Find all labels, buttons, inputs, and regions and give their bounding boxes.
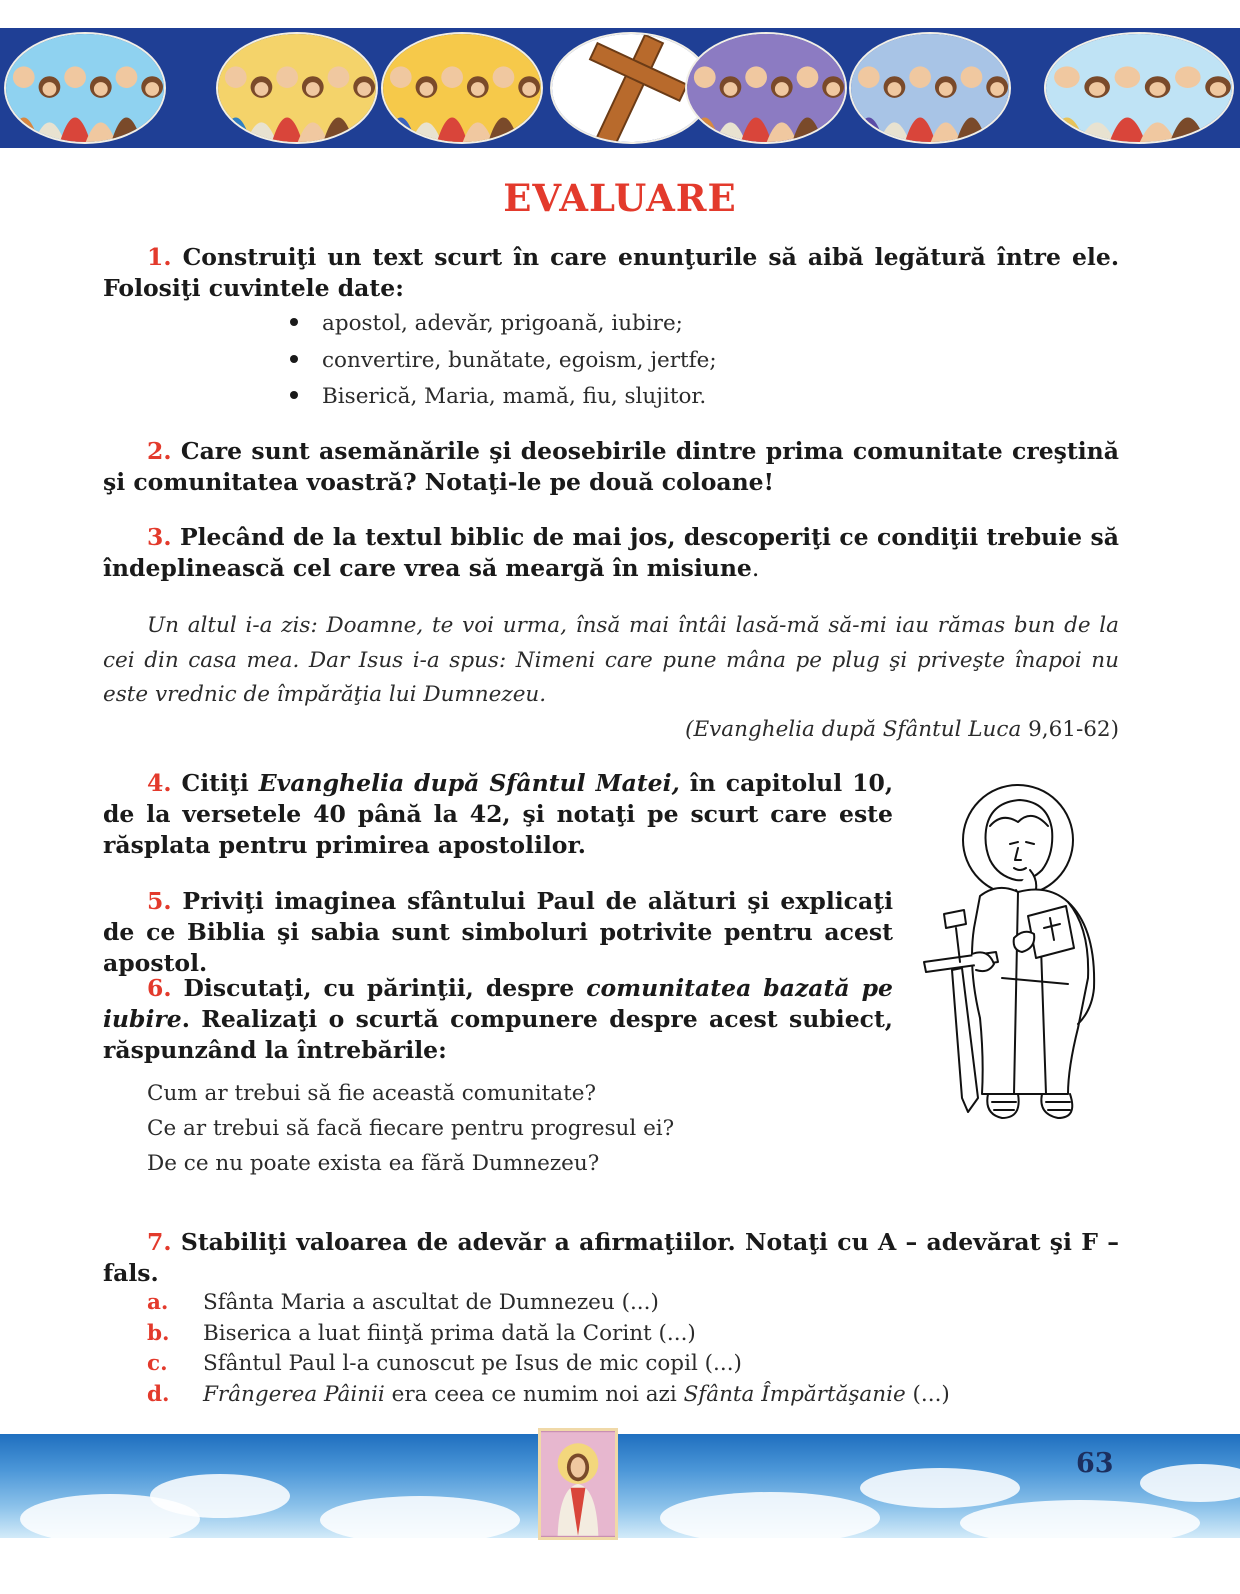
jesus-portrait-icon — [541, 1431, 615, 1537]
cloud-shape — [1140, 1464, 1240, 1502]
question-number: 4. — [147, 769, 172, 797]
page-title: EVALUARE — [503, 176, 737, 220]
question-text: Priviţi imaginea sfântului Paul de alături şi explicaţi de ce Biblia şi sabia sunt simboluri potrivite pentru acest apostol. — [103, 887, 893, 977]
question-number: 7. — [147, 1228, 172, 1256]
question-text: Construiţi un text scurt în care enunţurile să aibă legătură între ele. Folosiţi cuvintele date: — [103, 243, 1119, 302]
true-false-list — [147, 1288, 950, 1410]
question-5 — [103, 886, 893, 979]
question-text: Care sunt asemănările şi deosebirile dintre prima comunitate creştină şi comunitatea voastră? Notaţi-le pe două coloane! — [103, 437, 1119, 496]
list-item: Biserică, Maria, mamă, fiu, slujitor. — [290, 379, 717, 416]
bullet-icon — [290, 355, 298, 363]
question-number: 5. — [147, 887, 172, 915]
guiding-questions — [147, 1076, 674, 1181]
gospel-reference: Evanghelia după Sfântul Matei, — [258, 769, 680, 797]
jesus-walking-illustration — [1044, 32, 1234, 144]
quote-source: (Evanghelia după Sfântul Luca 9,61-62) — [685, 717, 1119, 742]
question-number: 1. — [147, 243, 172, 271]
question-3: 3. Plecând de la textul biblic de mai jos, descoperiţi ce condiţii trebuie să îndeplinească cel care vrea să meargă în misiune. — [103, 523, 1119, 582]
list-item: b. Biserica a luat fiinţă prima dată la Corint (...) — [147, 1320, 696, 1346]
cloud-shape — [960, 1500, 1200, 1538]
bible-quote: Un altul i-a zis: Doamne, te voi urma, însă mai întâi lasă-mă să-mi iau rămas bun de la cei din casa mea. Dar Isus i-a spus: Nimeni care pune mâna pe plug şi priveşte înapoi nu este vrednic de împărăţia lui Dumnezeu. — [103, 613, 1119, 707]
list-item: De ce nu poate exista ea fără Dumnezeu? — [147, 1151, 600, 1176]
footer-banner — [0, 1434, 1240, 1538]
question-1 — [103, 242, 1119, 304]
question-6: 6. Discutaţi, cu părinţii, despre comunitatea bazată pe iubire. Realizaţi o scurtă compunere despre acest subiect, răspunzând la întrebările: — [103, 974, 893, 1064]
cloud-shape — [860, 1468, 1020, 1508]
list-item: Cum ar trebui să fie această comunitate? — [147, 1081, 597, 1106]
saint-paul-illustration — [918, 778, 1118, 1128]
header-banner — [0, 28, 1240, 148]
cloud-shape — [320, 1496, 520, 1538]
question-4: 4. Citiţi Evanghelia după Sfântul Matei, în capitolul 10, de la versetele 40 până la 42, şi notaţi pe scurt care este răsplata pentru primirea apostolilor. — [103, 769, 893, 859]
jesus-preaching-illustration-icon — [218, 34, 376, 142]
page-number: 63 — [1076, 1448, 1114, 1479]
jesus-preaching-illustration — [216, 32, 378, 144]
bullet-icon — [290, 318, 298, 326]
question-text: Plecând de la textul biblic de mai jos, descoperiţi ce condiţii trebuie să îndeplinească cel care vrea să meargă în misiune — [103, 523, 1119, 582]
jesus-with-children-illustration-icon — [6, 34, 164, 142]
apostles-crowd-illustration — [849, 32, 1011, 144]
bullet-icon — [290, 391, 298, 399]
list-item: convertire, bunătate, egoism, jertfe; — [290, 343, 717, 380]
cloud-shape — [660, 1492, 880, 1538]
question-7 — [103, 1227, 1119, 1289]
list-item: a. Sfânta Maria a ascultat de Dumnezeu (...) — [147, 1290, 659, 1315]
list-item: d. Frângerea Pâinii era ceea ce numim noi azi Sfânta Împărtăşanie (...) — [147, 1381, 950, 1407]
question-number: 6. — [147, 974, 172, 1002]
apostles-crowd-illustration-icon — [851, 34, 1009, 142]
question-number: 3. — [147, 523, 172, 551]
question-number: 2. — [147, 437, 172, 465]
last-supper-illustration — [685, 32, 847, 144]
list-item: apostol, adevăr, prigoană, iubire; — [290, 306, 717, 343]
pentecost-crowd-illustration-icon — [383, 34, 541, 142]
list-item: Ce ar trebui să facă fiecare pentru progresul ei? — [147, 1116, 675, 1141]
word-list — [290, 306, 717, 416]
emphasis: comunitatea bazată pe iubire — [103, 974, 893, 1033]
question-text: Stabiliţi valoarea de adevăr a afirmaţiilor. Notaţi cu A – adevărat şi F – fals. — [103, 1228, 1120, 1287]
last-supper-illustration-icon — [687, 34, 845, 142]
jesus-walking-illustration-icon — [1046, 34, 1232, 142]
jesus-with-children-illustration — [4, 32, 166, 144]
pentecost-crowd-illustration — [381, 32, 543, 144]
question-2 — [103, 436, 1119, 498]
footer-image — [538, 1428, 618, 1540]
cloud-shape — [150, 1474, 290, 1518]
list-item: c. Sfântul Paul l-a cunoscut pe Isus de mic copil (...) — [147, 1351, 742, 1376]
